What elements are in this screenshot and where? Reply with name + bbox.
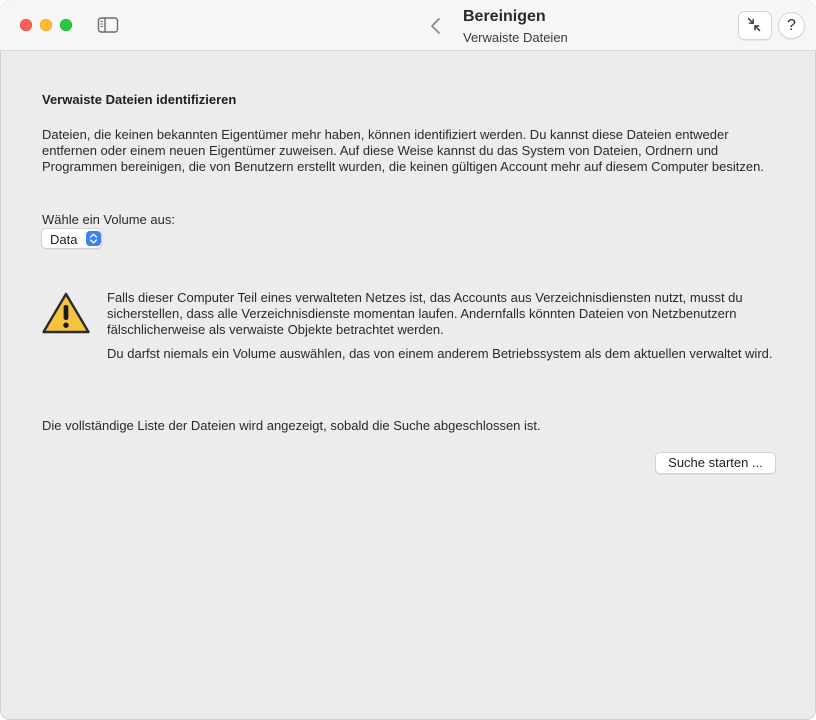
collapse-button[interactable] (738, 11, 772, 40)
content-area (0, 51, 816, 720)
warning-paragraph-1: Falls dieser Computer Teil eines verwalteten Netzes ist, das Accounts aus Verzeichnisdiensten nutzt, musst du sicherstellen, dass alle Verzeichnisdienste momentan laufen. Andernfalls könnten Dateien von Netzbenutzern fälschlicherweise als verwaiste Objekte betrachtet werden. (107, 290, 743, 337)
warning-triangle-icon (41, 291, 91, 335)
chevron-left-icon[interactable] (426, 15, 446, 37)
help-button[interactable]: ? (778, 12, 805, 39)
collapse-arrows-icon (739, 12, 771, 39)
list-note: Die vollständige Liste der Dateien wird angezeigt, sobald die Suche abgeschlossen ist. (42, 418, 541, 433)
sidebar-icon[interactable] (97, 16, 119, 34)
zoom-window-button[interactable] (60, 19, 72, 31)
section-heading: Verwaiste Dateien identifizieren (42, 92, 237, 107)
window-subtitle: Verwaiste Dateien (463, 30, 568, 45)
chevron-updown-icon (86, 231, 101, 246)
volume-label: Wähle ein Volume aus: (42, 212, 175, 227)
minimize-window-button[interactable] (40, 19, 52, 31)
volume-select[interactable] (41, 228, 102, 249)
titlebar (0, 0, 816, 51)
volume-select-value: Data (50, 232, 78, 247)
window-title: Bereinigen (463, 8, 546, 25)
start-search-button[interactable]: Suche starten ... (655, 452, 776, 474)
warning-paragraph-2: Du darfst niemals ein Volume auswählen, das von einem anderem Betriebssystem als dem aktuellen verwaltet wird. (107, 346, 773, 361)
close-window-button[interactable] (20, 19, 32, 31)
warning-text (107, 290, 787, 370)
description-text: Dateien, die keinen bekannten Eigentümer mehr haben, können identifiziert werden. Du kannst diese Dateien entweder entfernen oder einem neuen Eigentümer zuweisen. Auf diese Weise kannst du das System von Dateien, Ordnern und Programmen bereinigen, die von Benutzern erstellt wurden, die keinen gültigen Account mehr auf diesem Computer besitzen. (42, 127, 764, 174)
